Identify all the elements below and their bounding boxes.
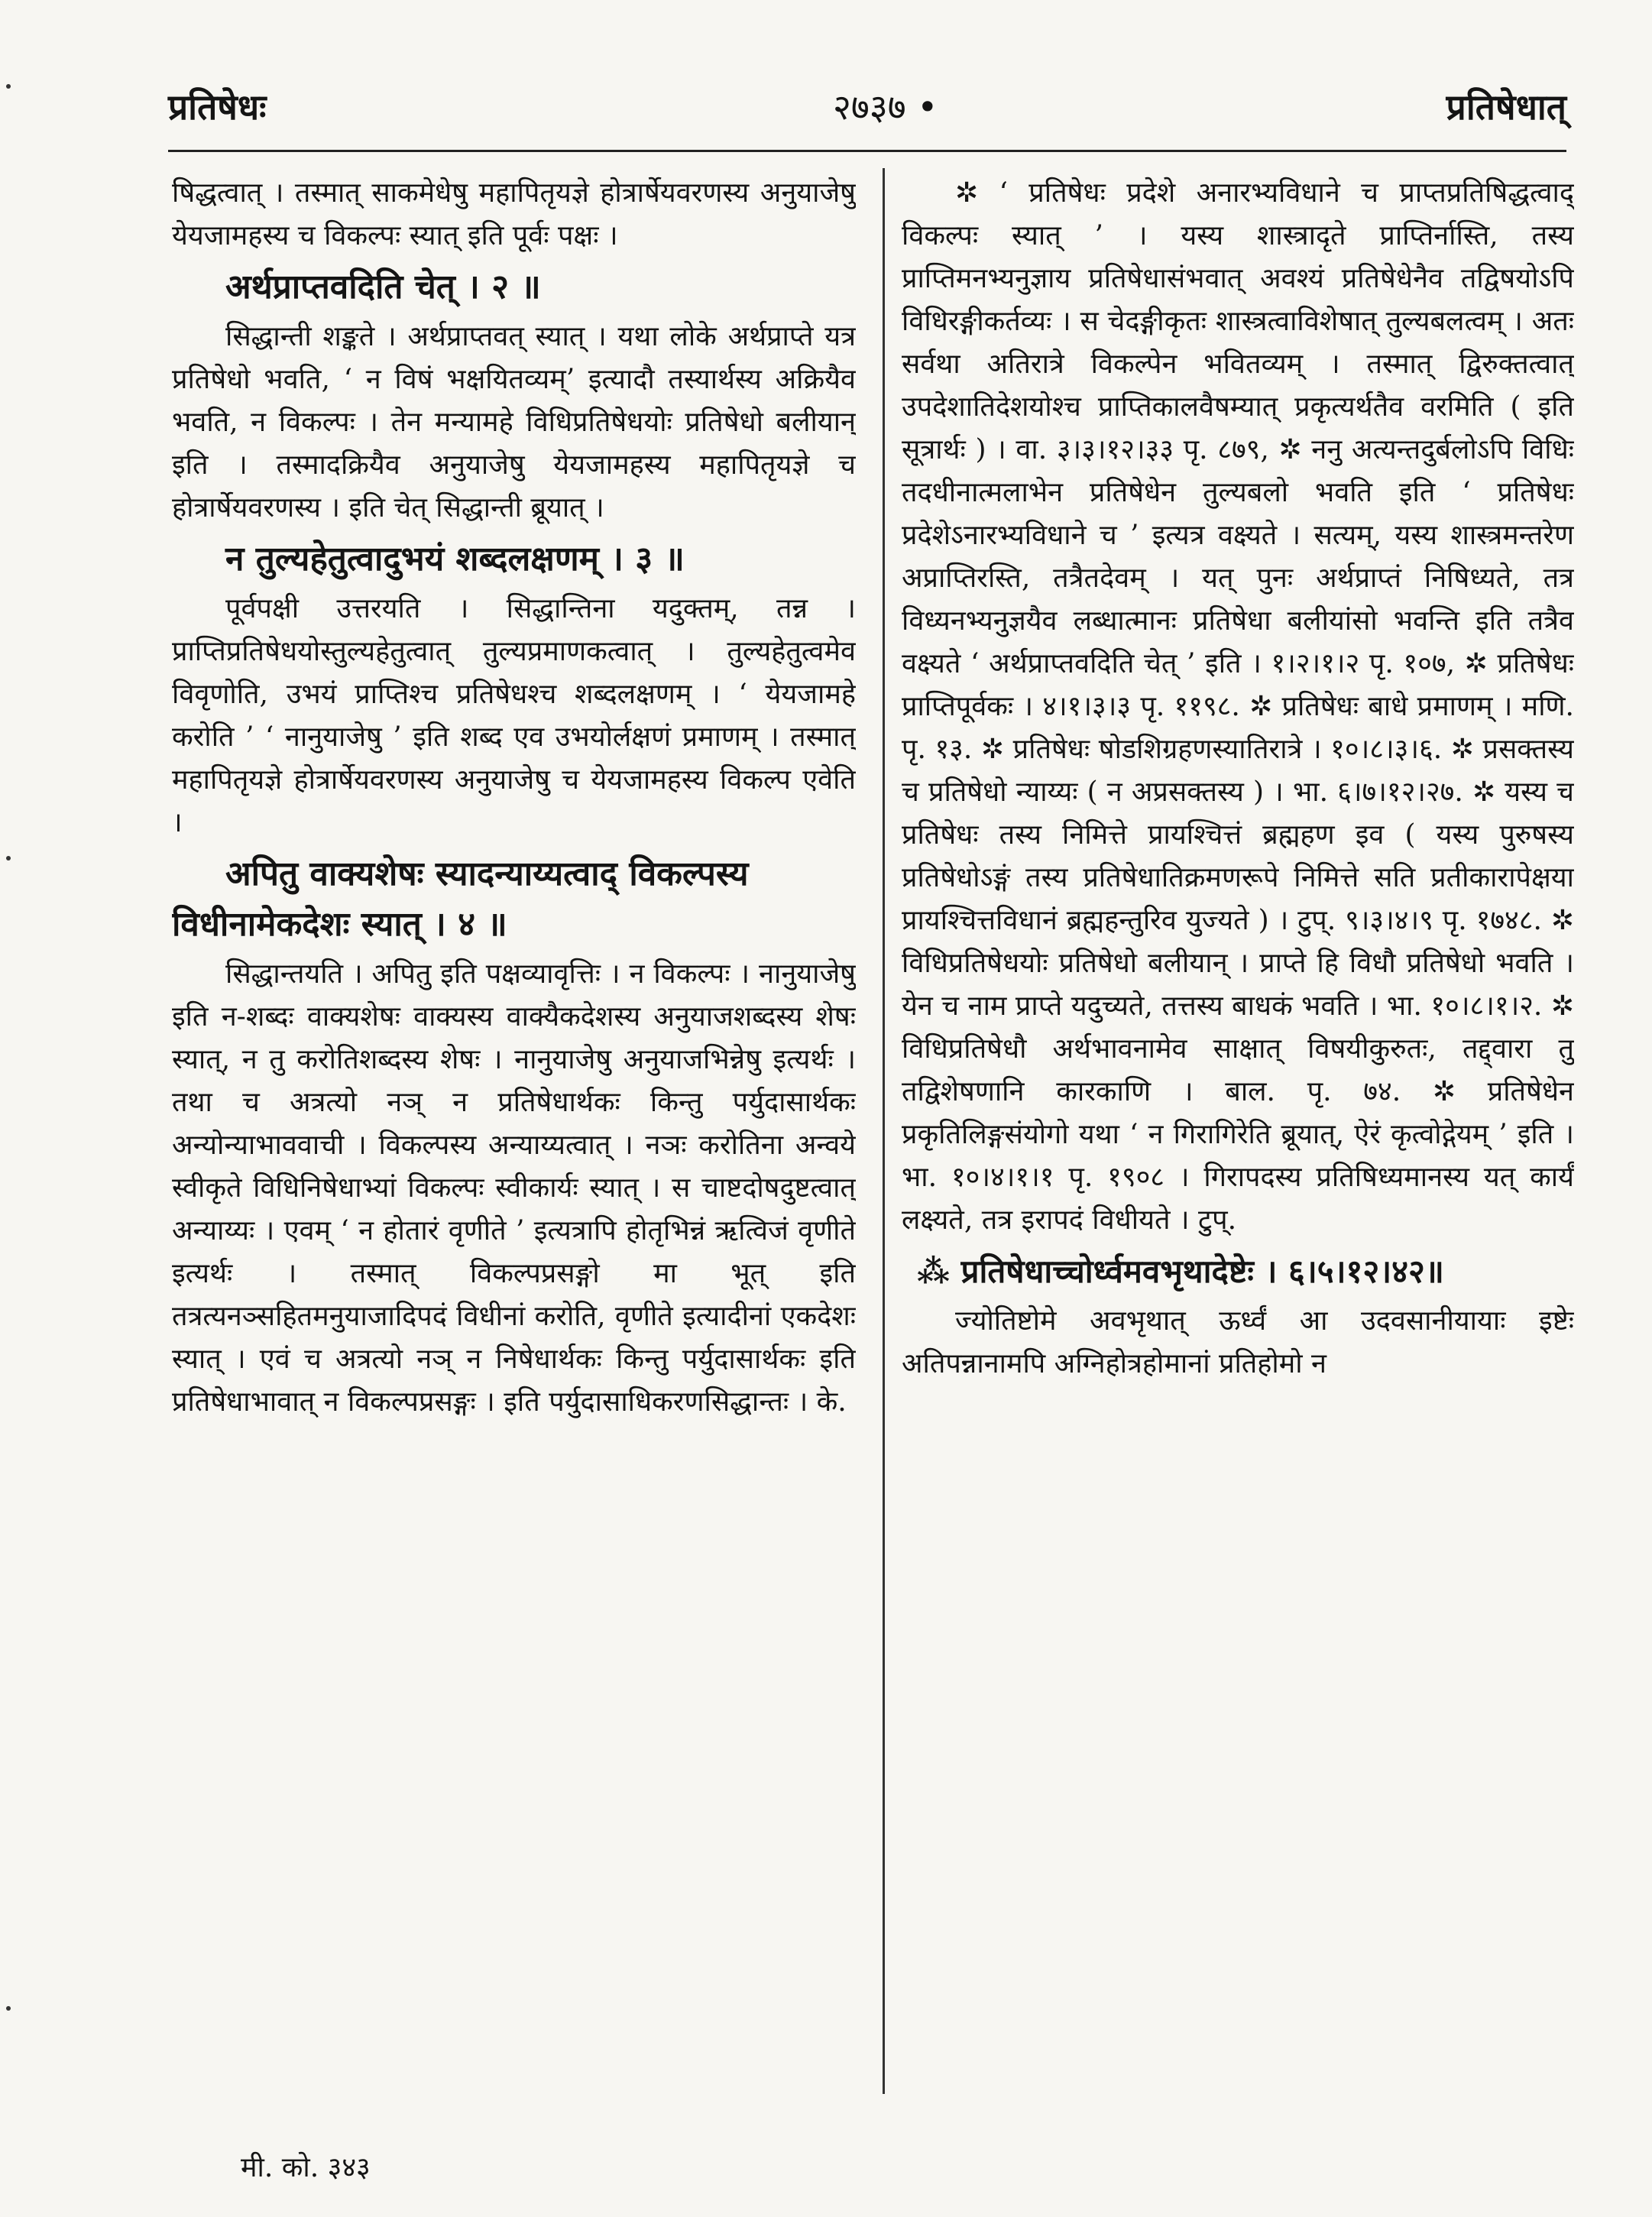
column-divider (883, 168, 885, 2094)
paragraph-3: पूर्वपक्षी उत्तरयति । सिद्धान्तिना यदुक्तम्, तन्न । प्राप्तिप्रतिषेधयोस्तुल्यहेतुत्वात् तुल्यप्रमाणकत्वात् । तुल्यहेतुत्वमेव विवृणोति, उभयं प्राप्तिश्च प्रतिषेधश्च शब्दलक्षणम् । ‘ येयजामहे करोति ’ ‘ नानुयाजेषु ’ इति शब्द एव उभयोर्लक्षणं प्रमाणम् । तस्मात् महापितृयज्ञे होत्रार्षेयवरणस्य अनुयाजेषु च येयजामहस्य विकल्प एवेति । (172, 593, 856, 838)
paragraph-2: सिद्धान्ती शङ्कते । अर्थप्राप्तवत् स्यात् । यथा लोके अर्थप्राप्ते यत्र प्रतिषेधो भवति, ‘ न विषं भक्षयितव्यम्’ इत्यादौ तस्यार्थस्य अक्रियैव भवति, न विकल्पः । तेन मन्यामहे विधिप्रतिषेधयोः प्रतिषेधो बलीयान् इति । तस्मादक्रियैव अनुयाजेषु येयजामहस्य महापितृयज्ञे च होत्रार्षेयवरणस्य । इति चेत् सिद्धान्ती ब्रूयात् । (172, 321, 856, 523)
sutra-2: अर्थप्राप्तवदिति चेत् । २ ॥ (225, 267, 541, 306)
left-column (172, 172, 856, 2098)
left-intro-paragraph: षिद्धत्वात् । तस्मात् साकमेधेषु महापितृयज्ञे होत्रार्षेयवरणस्य अनुयाजेषु येयजामहस्य च विकल्पः स्यात् इति पूर्वः पक्षः । (172, 177, 856, 251)
right-sutra: ⁂ प्रतिषेधाच्चोर्ध्वमवभृथादेष्टेः । ६।५।१२।४२॥ (917, 1253, 1444, 1290)
footer-signature: मी. को. ३४३ (241, 2152, 371, 2183)
sutra-4: अपितु वाक्यशेषः स्यादन्याय्यत्वाद् विकल्पस्य विधीनामेकदेशः स्यात् । ४ ॥ (172, 854, 749, 944)
sutra-3: न तुल्यहेतुत्वादुभयं शब्दलक्षणम् । ३ ॥ (225, 540, 685, 579)
page-header (168, 83, 1566, 136)
right-column (902, 172, 1574, 2098)
header-right-word: प्रतिषेधात् (1446, 86, 1566, 128)
page-number: २७३७ • (833, 86, 938, 128)
paragraph-4: सिद्धान्तयति । अपितु इति पक्षव्यावृत्तिः । न विकल्पः । नानुयाजेषु इति न-शब्दः वाक्यशेषः वाक्यस्य वाक्यैकदेशस्य अनुयाजशब्दस्य शेषः स्यात्, न तु करोतिशब्दस्य शेषः । नानुयाजेषु अनुयाजभिन्नेषु इत्यर्थः । तथा च अत्रत्यो नञ् न प्रतिषेधार्थकः किन्तु पर्युदासार्थकः अन्योन्याभाववाची । विकल्पस्य अन्याय्यत्वात् । नञः करोतिना अन्वये स्वीकृते विधिनिषेधाभ्यां विकल्पः स्वीकार्यः स्यात् । स चाष्टदोषदुष्टत्वात् अन्याय्यः । एवम् ‘ न होतारं वृणीते ’ इत्यत्रापि होतृभिन्नं ऋत्विजं वृणीते इत्यर्थः । तस्मात् विकल्पप्रसङ्गो मा भूत् इति तत्रत्यनञ्सहितमनुयाजादिपदं विधीनां करोति, वृणीते इत्यादीनां एकदेशः स्यात् । एवं च अत्रत्यो नञ् न निषेधार्थकः किन्तु पर्युदासार्थकः इति प्रतिषेधाभावात् न विकल्पप्रसङ्गः । इति पर्युदासाधिकरणसिद्धान्तः । के. (172, 958, 856, 1418)
right-paragraph-1: ✲ ‘ प्रतिषेधः प्रदेशे अनारभ्यविधाने च प्राप्तप्रतिषिद्धत्वाद् विकल्पः स्यात् ’ । यस्य शास्त्रादृते प्राप्तिर्नास्ति, तस्य प्राप्तिमनभ्यनुज्ञाय प्रतिषेधासंभवात् अवश्यं प्रतिषेधेनैव तद्विषयोऽपि विधिरङ्गीकर्तव्यः । स चेदङ्गीकृतः शास्त्रत्वाविशेषात् तुल्यबलत्वम् । अतः सर्वथा अतिरात्रे विकल्पेन भवितव्यम् । तस्मात् द्विरुक्तत्वात् उपदेशातिदेशयोश्च प्राप्तिकालवैषम्यात् प्रकृत्यर्थतैव वरमिति ( इति सूत्रार्थः ) । वा. ३।३।१२।३३ पृ. ८७९, ✲ ननु अत्यन्तदुर्बलोऽपि विधिः तदधीनात्मलाभेन प्रतिषेधेन तुल्यबलो भवति इति ‘ प्रतिषेधः प्रदेशेऽनारभ्यविधाने च ’ इत्यत्र वक्ष्यते । सत्यम्, यस्य शास्त्रमन्तरेण अप्राप्तिरस्ति, तत्रैतदेवम् । यत् पुनः अर्थप्राप्तं निषिध्यते, तत्र विध्यनभ्यनुज्ञयैव लब्धात्मानः प्रतिषेधा बलीयांसो भवन्ति इति तत्रैव वक्ष्यते ‘ अर्थप्राप्तवदिति चेत् ’ इति । १।२।१।२ पृ. १०७, ✲ प्रतिषेधः प्राप्तिपूर्वकः । ४।१।३।३ पृ. ११९८. ✲ प्रतिषेधः बाधे प्रमाणम् । मणि. पृ. १३. ✲ प्रतिषेधः षोडशिग्रहणस्यातिरात्रे । १०।८।३।६. ✲ प्रसक्तस्य च प्रतिषेधो न्याय्यः ( न अप्रसक्तस्य ) । भा. ६।७।१२।२७. ✲ यस्य च प्रतिषेधः तस्य निमित्ते प्रायश्चित्तं ब्रह्महण इव ( यस्य पुरुषस्य प्रतिषेधोऽङ्गं तस्य प्रतिषेधातिक्रमणरूपे निमित्ते सति प्रतीकारापेक्षया प्रायश्चित्तविधानं ब्रह्महन्तुरिव युज्यते ) । टुप्. ९।३।४।९ पृ. १७४८. ✲ विधिप्रतिषेधयोः प्रतिषेधो बलीयान् । प्राप्ते हि विधौ प्रतिषेधो भवति । येन च नाम प्राप्ते यदुच्यते, तत्तस्य बाधकं भवति । भा. १०।८।१।२. ✲ विधिप्रतिषेधौ अर्थभावनामेव साक्षात् विषयीकुरुतः, तद्द्वारा तु तद्विशेषणानि कारकाणि । बाल. पृ. ७४. ✲ प्रतिषेधेन प्रकृतिलिङ्गसंयोगो यथा ‘ न गिरागिरेति ब्रूयात्, ऐरं कृत्वोद्गेयम् ’ इति । भा. १०।४।१।१ पृ. १९०८ । गिरापदस्य प्रतिषिध्यमानस्य यत् कार्यं लक्ष्यते, तत्र इरापदं विधीयते । टुप्. (902, 177, 1574, 1236)
header-rule (168, 150, 1566, 152)
right-paragraph-2: ज्योतिष्टोमे अवभृथात् ऊर्ध्वं आ उदवसानीयायाः इष्टेः अतिपन्नानामपि अग्निहोत्रहोमानां प्रतिहोमो न (902, 1305, 1574, 1379)
margin-mark-1 (6, 84, 11, 89)
header-left-word: प्रतिषेधः (168, 86, 267, 128)
margin-mark-3 (6, 2006, 11, 2011)
margin-mark-2 (6, 856, 11, 861)
